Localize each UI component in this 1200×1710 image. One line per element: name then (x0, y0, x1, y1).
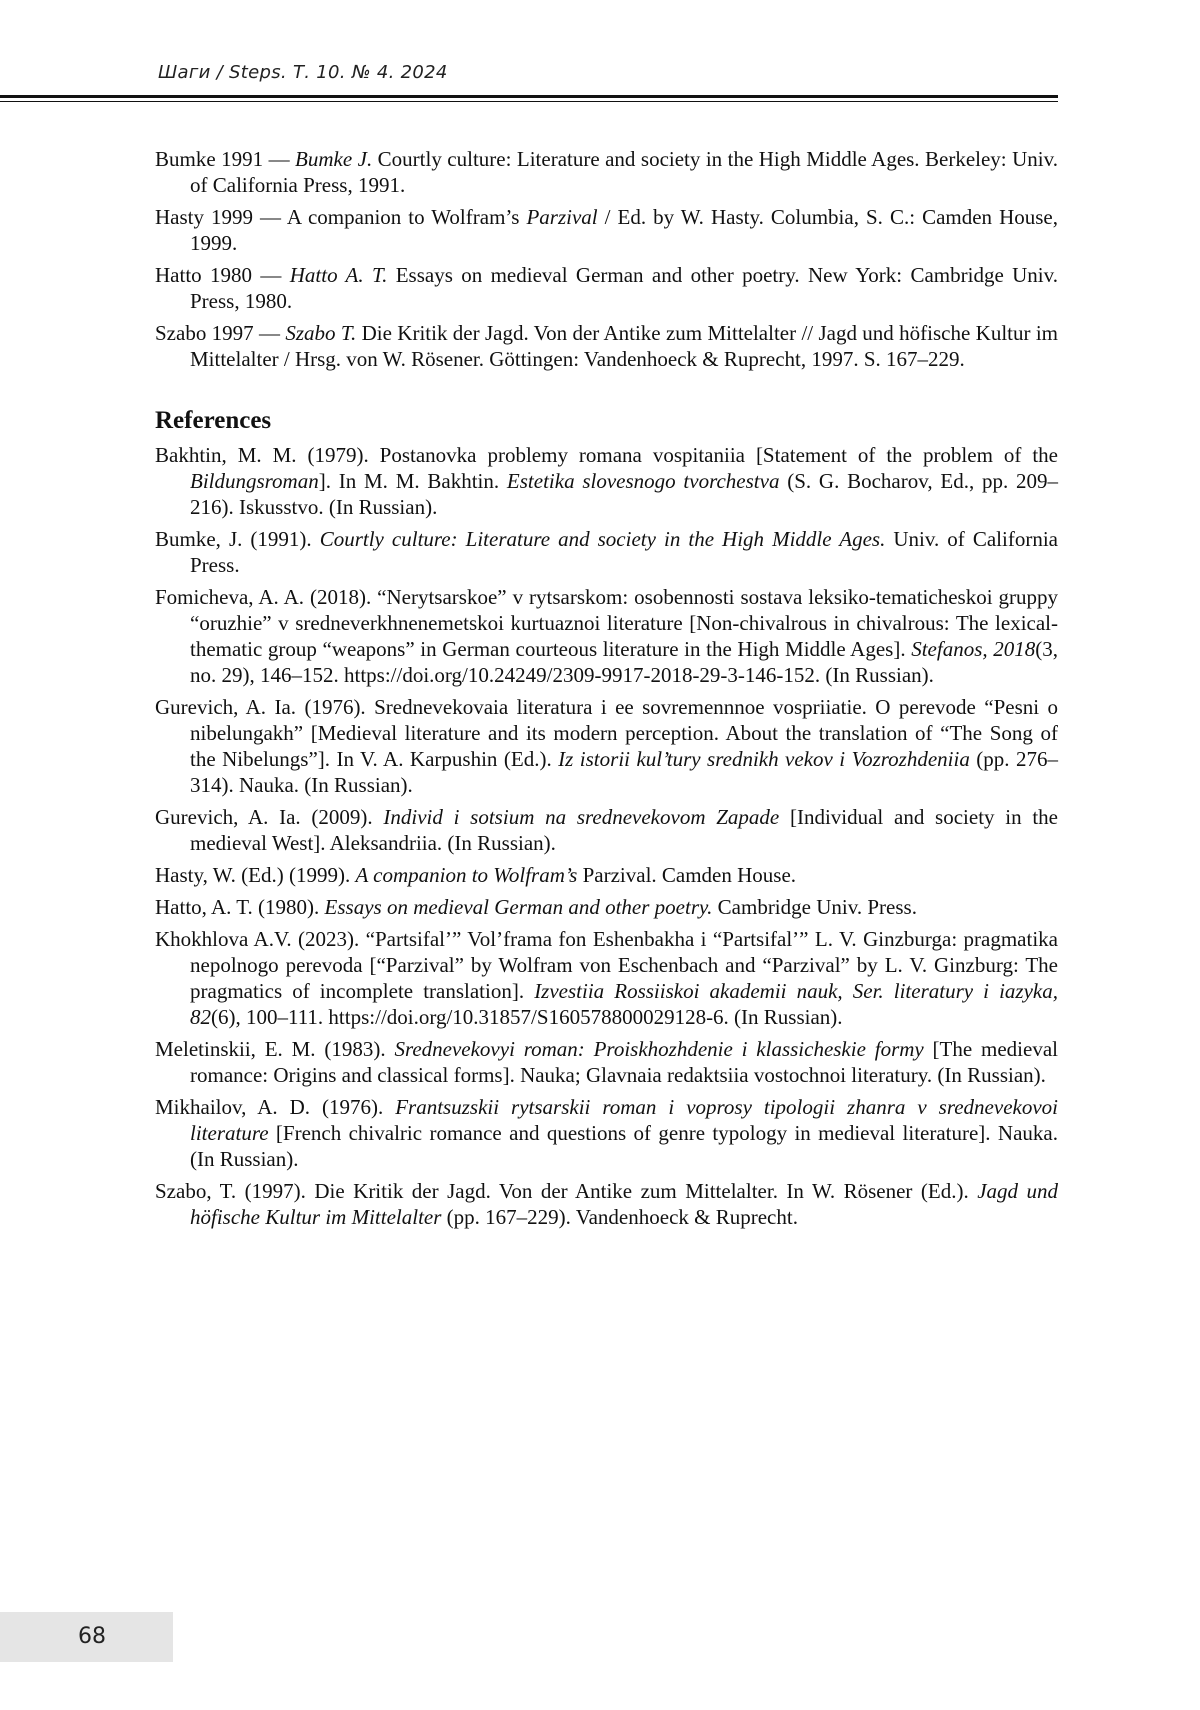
ref-text: / Ed. by W. Hasty. Columbia, S. C.: Camden House, 1999. (190, 205, 1058, 255)
ref-italic-text: Srednevekovyi roman: Proiskhozhdenie i klassicheskie formy (394, 1037, 923, 1061)
page-number-box (0, 1612, 173, 1662)
ref-italic-text: Individ i sotsium na srednevekovom Zapade (383, 805, 779, 829)
reference-item (155, 1094, 1058, 1172)
literature-list (155, 146, 1058, 372)
ref-italic-text: Jagd und höfische Kultur im Mittelalter (190, 1179, 1058, 1229)
literature-item (155, 204, 1058, 256)
ref-text: Courtly culture: Literature and society in the High Middle Ages. Berkeley: Univ. of California Press, 1991. (190, 147, 1058, 197)
ref-text: Mikhailov, A. D. (1976). (155, 1095, 395, 1119)
header-rule-thick (0, 95, 1058, 98)
ref-italic-text: Parzival (526, 205, 597, 229)
references-list (155, 442, 1058, 1230)
reference-item (155, 804, 1058, 856)
ref-italic-text: A companion to Wolfram’s (355, 863, 577, 887)
ref-text: Khokhlova A.V. (2023). “Partsifal’” Vol’frama fon Eshenbakha i “Partsifal’” L. V. Ginzburga: pragmatika nepolnogo perevoda [“Parzival” by Wolfram von Eschenbach and “Parzival” by L. V. Ginzburg: The pragmatics of incomplete translation]. (155, 927, 1058, 1003)
ref-text: Hasty, W. (Ed.) (1999). (155, 863, 355, 887)
running-head: Шаги / Steps. Т. 10. № 4. 2024 (158, 62, 448, 83)
ref-text: Die Kritik der Jagd. Von der Antike zum Mittelalter // Jagd und höfische Kultur im Mittelalter / Hrsg. von W. Rösener. Göttingen: Vandenhoeck & Ruprecht, 1997. S. 167–229. (190, 321, 1058, 371)
ref-text: Bumke 1991 — (155, 147, 295, 171)
reference-item (155, 694, 1058, 798)
ref-text: [Individual and society in the medieval West]. Aleksandriia. (In Russian). (190, 805, 1058, 855)
ref-text: Bakhtin, M. M. (1979). Postanovka problemy romana vospitaniia [Statement of the problem of the (155, 443, 1058, 467)
ref-text: Gurevich, A. Ia. (1976). Srednevekovaia literatura i ee sovremennnoe vospriiatie. O perevode “Pesni o nibelungakh” [Medieval literature and its modern perception. About the translation of “The Song of the Nibelungs”]. In V. A. Karpushin (Ed.). (155, 695, 1058, 771)
literature-item (155, 146, 1058, 198)
literature-item (155, 320, 1058, 372)
ref-text: Bumke, J. (1991). (155, 527, 320, 551)
ref-italic-text: Courtly culture: Literature and society in the High Middle Ages. (320, 527, 886, 551)
ref-text: Parzival. Camden House. (577, 863, 796, 887)
ref-text: Hatto, A. T. (1980). (155, 895, 325, 919)
ref-text: [French chivalric romance and questions of genre typology in medieval literature]. Nauka. (In Russian). (190, 1121, 1058, 1171)
reference-item (155, 442, 1058, 520)
ref-italic-text: Hatto A. T. (290, 263, 388, 287)
reference-item (155, 584, 1058, 688)
reference-item (155, 526, 1058, 578)
ref-text: (S. G. Bocharov, Ed., pp. 209–216). Iskusstvo. (In Russian). (190, 469, 1058, 519)
ref-italic-text: Essays on medieval German and other poetry. (325, 895, 713, 919)
ref-italic-text: Bildungsroman (190, 469, 319, 493)
ref-italic-text: Iz istorii kul’tury srednikh vekov i Vozrozhdeniia (558, 747, 970, 771)
ref-text: Szabo, T. (1997). Die Kritik der Jagd. Von der Antike zum Mittelalter. In W. Rösener (Ed.). (155, 1179, 977, 1203)
ref-text: [The medieval romance: Origins and classical forms]. Nauka; Glavnaia redaktsiia vostochnoi literatury. (In Russian). (190, 1037, 1058, 1087)
ref-italic-text: Estetika slovesnogo tvorchestva (507, 469, 780, 493)
ref-text: Gurevich, A. Ia. (2009). (155, 805, 383, 829)
ref-italic-text: Stefanos, 2018 (911, 637, 1035, 661)
references-heading: References (155, 406, 1058, 436)
ref-text: Hasty 1999 — A companion to Wolfram’s (155, 205, 526, 229)
ref-italic-text: Frantsuzskii rytsarskii roman i voprosy tipologii zhanra v srednevekovoi literature (190, 1095, 1058, 1145)
reference-item (155, 1036, 1058, 1088)
page-number: 68 (78, 1624, 106, 1649)
ref-text: Univ. of California Press. (190, 527, 1058, 577)
ref-text: Hatto 1980 — (155, 263, 290, 287)
ref-italic-text: Bumke J. (295, 147, 372, 171)
ref-text: Essays on medieval German and other poetry. New York: Cambridge Univ. Press, 1980. (190, 263, 1058, 313)
ref-text: Szabo 1997 — (155, 321, 285, 345)
reference-item (155, 862, 1058, 888)
literature-item (155, 262, 1058, 314)
header-rule-thin (0, 101, 1058, 102)
ref-text: (6), 100–111. https://doi.org/10.31857/S160578800029128-6. (In Russian). (211, 1005, 843, 1029)
ref-italic-text: Szabo T. (285, 321, 356, 345)
reference-item (155, 1178, 1058, 1230)
page-content (155, 146, 1058, 1236)
ref-text: (3, no. 29), 146–152. https://doi.org/10.24249/2309-9917-2018-29-3-146-152. (In Russian). (190, 637, 1058, 687)
reference-item (155, 894, 1058, 920)
ref-text: Cambridge Univ. Press. (712, 895, 917, 919)
ref-text: Meletinskii, E. M. (1983). (155, 1037, 394, 1061)
ref-text: ]. In M. M. Bakhtin. (319, 469, 507, 493)
ref-text: (pp. 167–229). Vandenhoeck & Ruprecht. (441, 1205, 798, 1229)
reference-item (155, 926, 1058, 1030)
ref-italic-text: Izvestiia Rossiiskoi akademii nauk, Ser. literatury i iazyka, 82 (190, 979, 1058, 1029)
ref-text: Fomicheva, A. A. (2018). “Nerytsarskoe” v rytsarskom: osobennosti sostava leksiko-tematicheskoi gruppy “oruzhie” v sredneverkhnenemetskoi kurtuaznoi literature [Non-chivalrous in chivalrous: The lexical-thematic group “weapons” in German courteous literature in the High Middle Ages]. (155, 585, 1058, 661)
ref-text: (pp. 276–314). Nauka. (In Russian). (190, 747, 1058, 797)
